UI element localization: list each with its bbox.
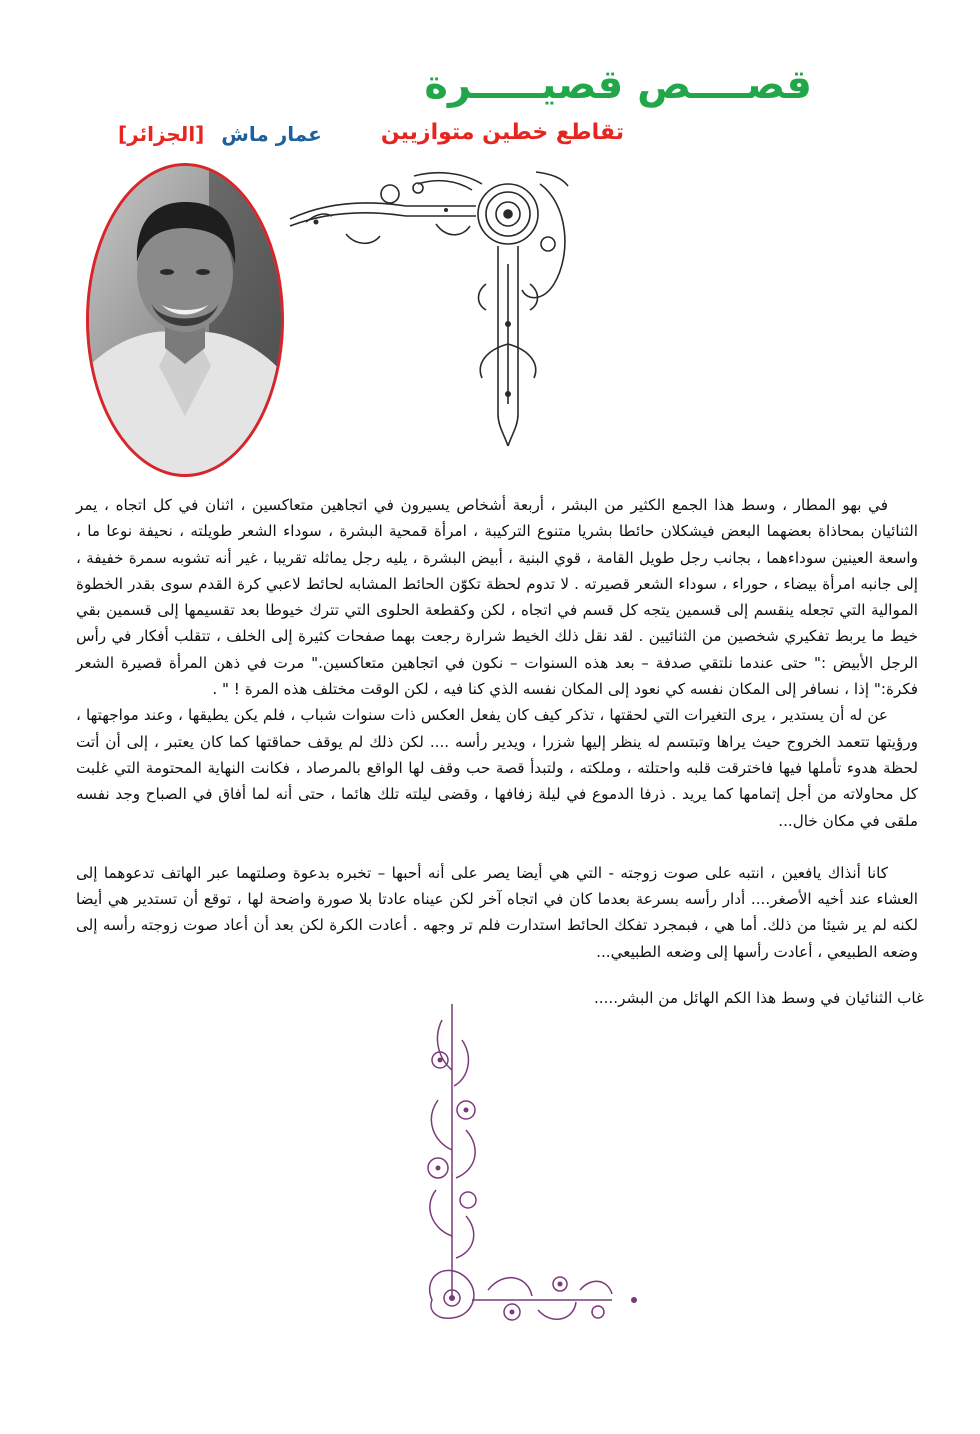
author-portrait-icon [89,166,281,474]
author-name: عمار ماش [221,122,322,146]
story-paragraph: عن له أن يستدير ، يرى التغيرات التي لحقتها ، تذكر كيف كان يفعل العكس ذات سنوات شباب ، فلم يكن يطيقها ، وعند مواجهتها ، ورؤيتها تتعمد الخروج حيث يراها وتبتسم له ينظر إليها شزرا ، ويدير رأسه .... لكن ذلك لم يوقف حماقتها كما كان يعتبر ، إلى أن أتت لحظة هدوء تأملها فيها فاخترقت قلبه واحتلته ، وملكته ، ولتبدأ قصة حب وقف لها الواقع بالمرصاد ، فكانت النهاية المحتومة التي غلبت كل محاولاته من أجل إتمامها كما يريد . ذرفا الدموع في ليلة زفافها ، وقضى ليلته تلك هائما ، حتى أنه لما أفاق في الصباح وجد نفسه ملقى في مكان خال... [76,706,918,830]
story-body [76,492,918,965]
author-byline [118,122,322,146]
story-title: تقاطع خطين متوازيين [380,120,624,145]
corner-scroll-ornament-icon [286,164,572,454]
story-closing-line: غاب الثنائيان في وسط هذا الكم الهائل من البشر..... [593,989,924,1007]
story-paragraph: كانا أنذاك يافعين ، انتبه على صوت زوجته - التي هي أيضا يصر على أنه أحبها – تخبره بدعوة وصلتهما عبر الهاتف تدعوهما إلى العشاء عند أخيه الأصغر.... أدار رأسه بسرعة بعدما كان في اتجاه آخر لكن عيناه عادتا بلا صورة واضحة لها ، توقع أن تستدير هي أيضا لكنه لم ير شيئا من ذلك. أما هي ، فبمجرد تفكك الحائط استدارت فلم تر وجهه . أعادت الكرة لكن بعد أن أعاد صوت زوجته رأسه إلى وضعه الطبيعي ، أعادت رأسها إلى وضعه الطبيعي... [76,863,918,961]
author-photo [86,163,284,477]
story-paragraph: في بهو المطار ، وسط هذا الجمع الكثير من البشر ، أربعة أشخاص يسيرون في اتجاهين متعاكسين ، اثنان في كل اتجاه ، يمر الثنائيان بمحاذاة بعضهما البعض فيشكلان حائطا بشريا متنوع التركيبة ، امرأة قمحية البشرة ، سوداء الشعر طويلته ، نحيفة نوعا ما ، واسعة العينين سوداءهما ، بجانب رجل طويل القامة ، قوي البنية ، أبيض البشرة ، يليه رجل يماثله تقريبا ، غير أنه تشوبه سمرة خفيفة ، إلى جانبه امرأة بيضاء ، حوراء ، سوداء الشعر قصيرته . لا تدوم لحظة تكوّن الحائط المشابه لحائط لاعبي كرة القدم سوى بقدر الخطوة الموالية التي تجعله ينقسم إلى قسمين يتجه كل قسم في اتجاه ، لكن وكقطعة الحلوى التي تترك خيوطا بعد تقسيمها إلى قسمين بقي خيط ما يربط تفكيري شخصين من الثنائيين . لقد نقل ذلك الخيط شرارة رجعت بهما صفحات كثيرة إلى الخلف ، تتقلب أفكار في رأس الرجل الأبيض :" حتى عندما نلتقي صدفة – بعد هذه السنوات – نكون في اتجاهين متعاكسين." مرت في ذهن المرأة قصيرة الشعر فكرة:" إذا ، نسافر إلى المكان نفسه كي نعود إلى المكان نفسه الذي كنا فيه ، لكن الوقت مختلف هذه المرة ! " . [76,496,918,699]
section-title: قصــــص قصيـــــرة [424,62,812,108]
floral-corner-ornament-icon [412,1000,662,1330]
author-country: [الجزائر] [118,122,205,146]
